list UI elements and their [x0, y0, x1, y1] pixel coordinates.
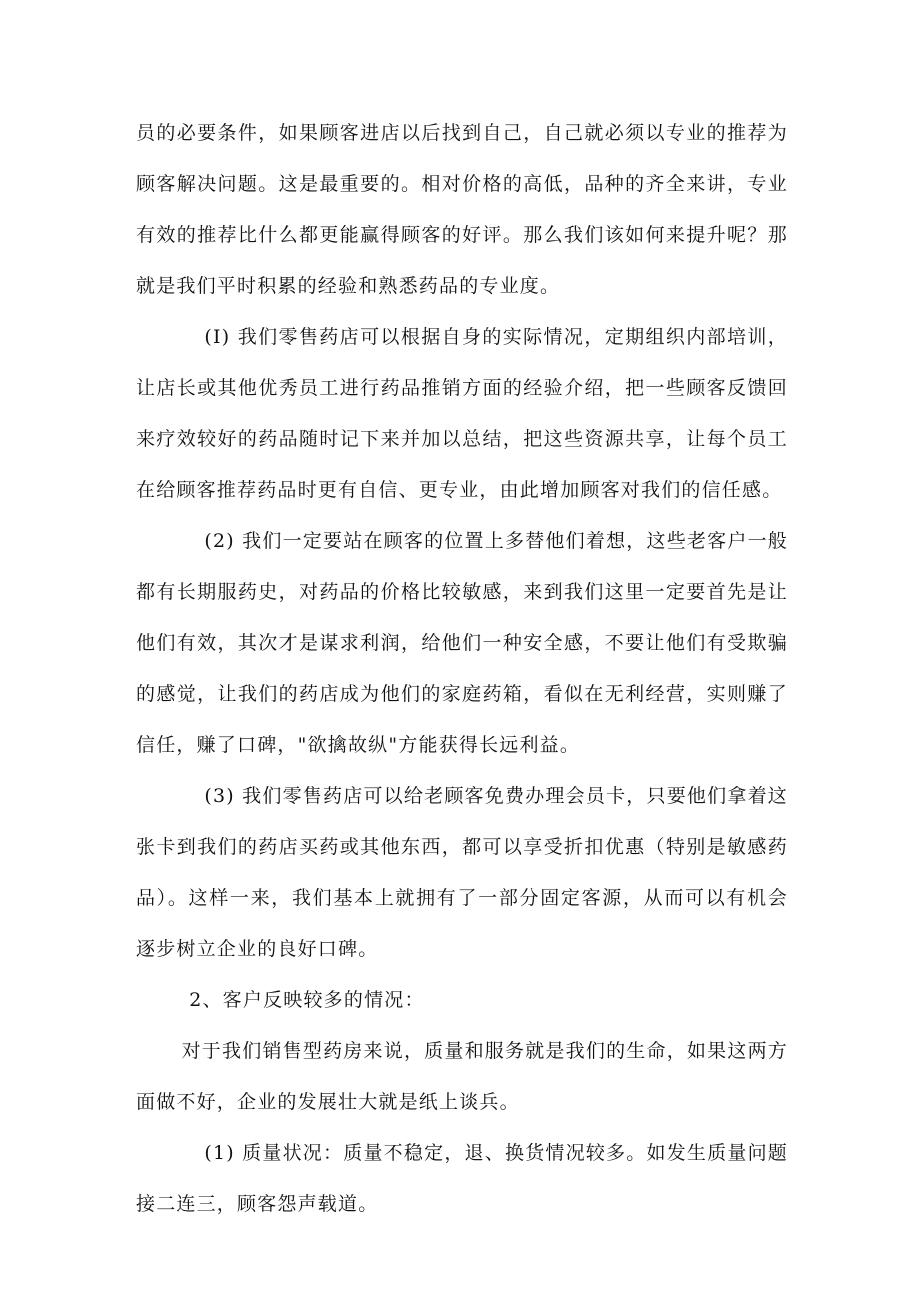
paragraph-intro: 对于我们销售型药房来说，质量和服务就是我们的生命，如果这两方面做不好，企业的发展壮大就是纸上谈兵。: [136, 1040, 788, 1113]
paragraph-quality: (1) 质量状况：质量不稳定，退、换货情况较多。如发生质量问题接二连三，顾客怨声载道。: [136, 1142, 788, 1215]
paragraph-continuation: 员的必要条件，如果顾客进店以后找到自己，自己就必须以专业的推荐为顾客解决问题。这是最重要的。相对价格的高低，品种的齐全来讲，专业有效的推荐比什么都更能赢得顾客的好评。那么我们该如何来提升呢？那就是我们平时积累的经验和熟悉药品的专业度。: [136, 122, 788, 297]
paragraph-item-3: (3) 我们零售药店可以给老顾客免费办理会员卡，只要他们拿着这张卡到我们的药店买药或其他东西，都可以享受折扣优惠（特别是敏感药品）。这样一来，我们基本上就拥有了一部分固定客源，从而可以有机会逐步树立企业的良好口碑。: [136, 785, 788, 960]
document-body: [136, 108, 788, 1230]
paragraph-item-2: (2) 我们一定要站在顾客的位置上多替他们着想，这些老客户一般都有长期服药史，对药品的价格比较敏感，来到我们这里一定要首先是让他们有效，其次才是谋求利润，给他们一种安全感，不要让他们有受欺骗的感觉，让我们的药店成为他们的家庭药箱，看似在无利经营，实则赚了信任，赚了口碑，"欲擒故纵"方能获得长远利益。: [136, 530, 788, 756]
section-heading: 2、客户反映较多的情况：: [189, 989, 425, 1011]
paragraph-item-1: (I) 我们零售药店可以根据自身的实际情况，定期组织内部培训，让店长或其他优秀员工进行药品推销方面的经验介绍，把一些顾客反馈回来疗效较好的药品随时记下来并加以总结，把这些资源共享，让每个员工在给顾客推荐药品时更有自信、更专业，由此增加顾客对我们的信任感。: [136, 326, 788, 501]
